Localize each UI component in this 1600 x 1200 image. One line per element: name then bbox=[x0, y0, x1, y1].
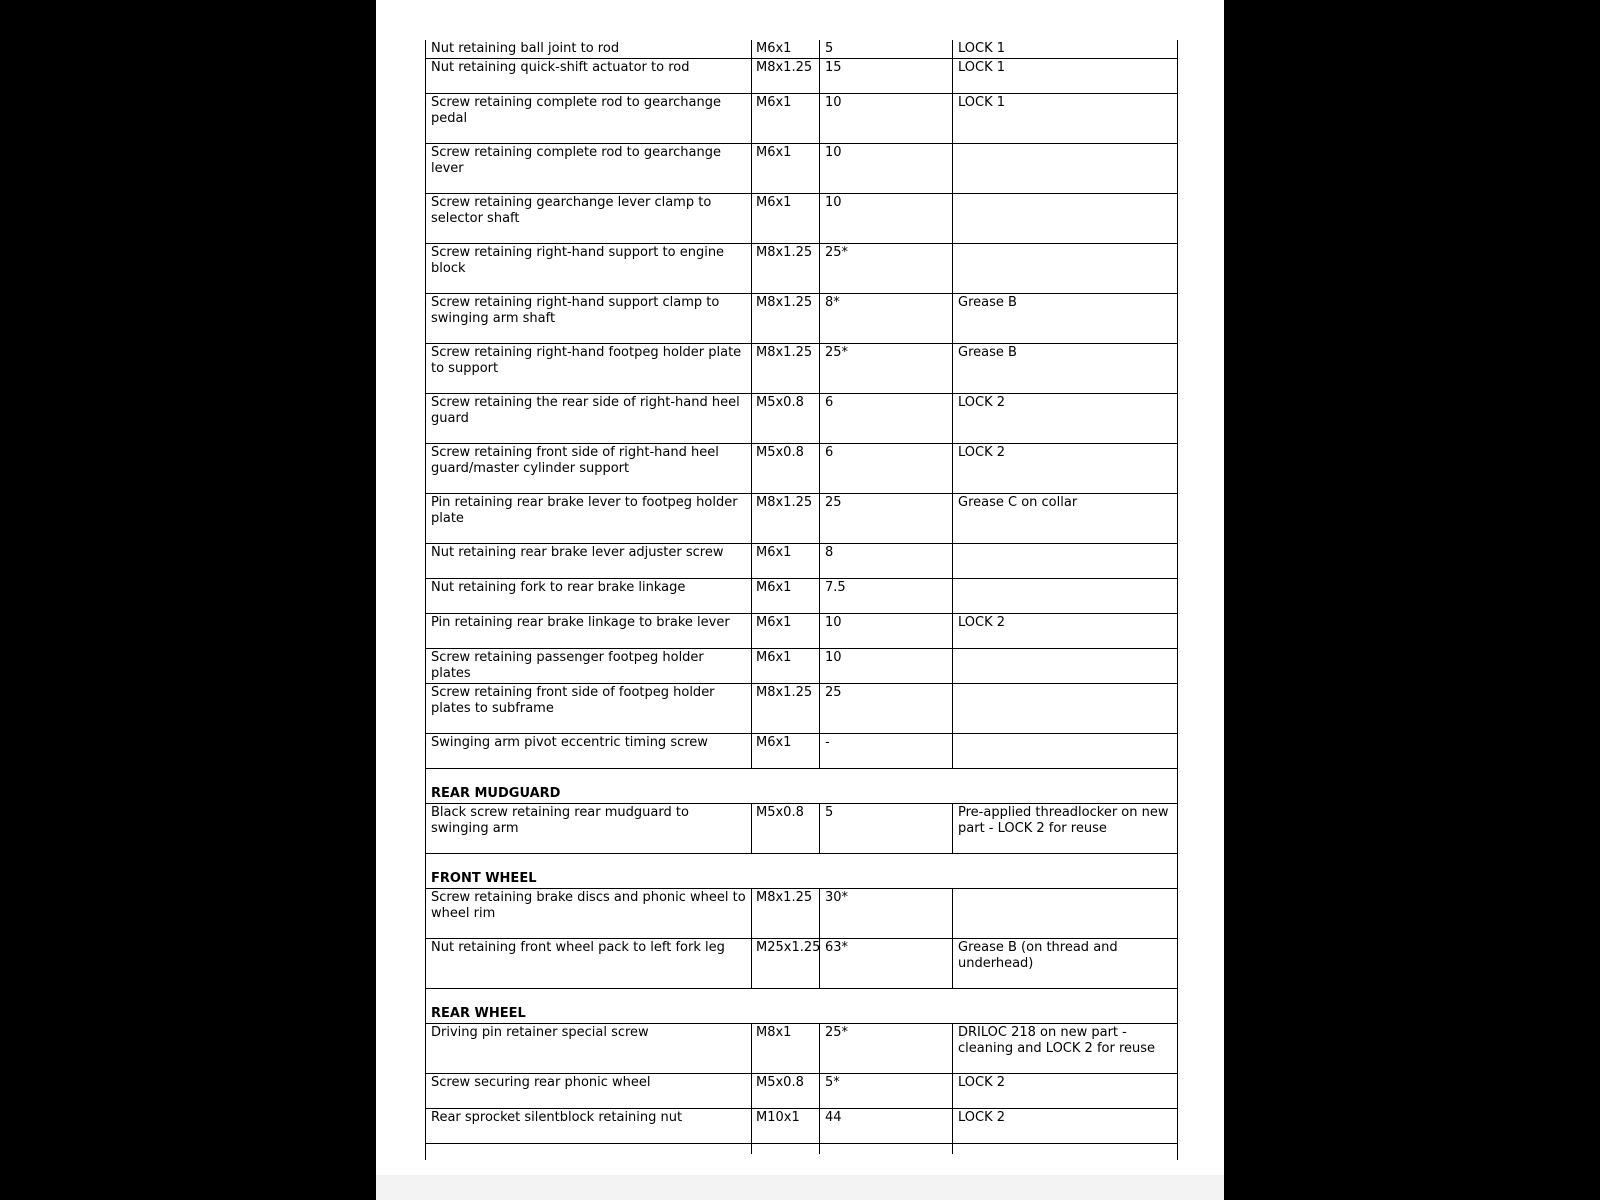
notes-cell bbox=[952, 684, 1177, 733]
notes-cell: LOCK 2 bbox=[952, 1074, 1177, 1108]
notes-cell bbox=[952, 579, 1177, 613]
notes-cell: LOCK 2 bbox=[952, 394, 1177, 443]
table-row bbox=[426, 1109, 1177, 1144]
table-row bbox=[426, 94, 1177, 144]
description-cell: Screw retaining right-hand support clamp to swinging arm shaft bbox=[431, 295, 720, 326]
notes-cell: LOCK 2 bbox=[952, 444, 1177, 493]
notes-cell bbox=[952, 144, 1177, 193]
thread-cell: M6x1 bbox=[751, 579, 819, 613]
description-cell: Screw retaining gearchange lever clamp to selector shaft bbox=[431, 195, 712, 226]
table-row bbox=[426, 649, 1177, 684]
notes-cell: LOCK 2 bbox=[952, 614, 1177, 648]
continuation-cell bbox=[426, 1144, 751, 1154]
description-cell: Nut retaining rear brake lever adjuster screw bbox=[431, 545, 724, 560]
table-row bbox=[426, 194, 1177, 244]
table-row bbox=[426, 344, 1177, 394]
description-cell: Nut retaining front wheel pack to left fork leg bbox=[431, 940, 725, 955]
description-cell: Screw retaining front side of footpeg holder plates to subframe bbox=[431, 685, 715, 716]
notes-cell bbox=[952, 544, 1177, 578]
table-row bbox=[426, 40, 1177, 59]
description-cell: Black screw retaining rear mudguard to swinging arm bbox=[431, 805, 689, 836]
thread-cell: M8x1.25 bbox=[751, 494, 819, 543]
section-title: FRONT WHEEL bbox=[431, 871, 537, 886]
table-row bbox=[426, 1024, 1177, 1074]
thread-cell: M8x1.25 bbox=[751, 244, 819, 293]
torque-cell: 15 bbox=[819, 59, 952, 93]
table-row bbox=[426, 734, 1177, 769]
torque-cell: 5 bbox=[819, 40, 952, 58]
table-row bbox=[426, 244, 1177, 294]
notes-cell: LOCK 1 bbox=[952, 94, 1177, 143]
section-header-row bbox=[426, 989, 1177, 1024]
notes-cell bbox=[952, 734, 1177, 768]
notes-cell: LOCK 1 bbox=[952, 40, 1177, 58]
thread-cell: M6x1 bbox=[751, 614, 819, 648]
description-cell: Nut retaining fork to rear brake linkage bbox=[431, 580, 686, 595]
torque-cell: 30* bbox=[819, 889, 952, 938]
description-cell: Rear sprocket silentblock retaining nut bbox=[431, 1110, 683, 1125]
thread-cell: M8x1.25 bbox=[751, 59, 819, 93]
thread-cell: M6x1 bbox=[751, 40, 819, 58]
notes-cell: Pre-applied threadlocker on new part - LOCK 2 for reuse bbox=[952, 804, 1177, 853]
thread-cell: M25x1.25 bbox=[751, 939, 819, 988]
section-title: REAR MUDGUARD bbox=[431, 786, 561, 801]
description-cell: Screw retaining right-hand support to engine block bbox=[431, 245, 725, 276]
torque-cell: 44 bbox=[819, 1109, 952, 1143]
description-cell: Screw retaining right-hand footpeg holder plate to support bbox=[431, 345, 742, 376]
description-cell: Screw retaining complete rod to gearchange pedal bbox=[431, 95, 721, 126]
table-row bbox=[426, 444, 1177, 494]
torque-cell: 10 bbox=[819, 144, 952, 193]
document-page bbox=[376, 0, 1224, 1200]
section-header-row bbox=[426, 854, 1177, 889]
torque-cell: 8 bbox=[819, 544, 952, 578]
torque-cell: 8* bbox=[819, 294, 952, 343]
notes-cell: LOCK 1 bbox=[952, 59, 1177, 93]
thread-cell: M8x1 bbox=[751, 1024, 819, 1073]
notes-cell bbox=[952, 244, 1177, 293]
torque-table bbox=[425, 40, 1178, 1160]
thread-cell: M6x1 bbox=[751, 544, 819, 578]
torque-cell: 10 bbox=[819, 194, 952, 243]
torque-cell: 10 bbox=[819, 94, 952, 143]
thread-cell: M5x0.8 bbox=[751, 394, 819, 443]
thread-cell: M6x1 bbox=[751, 649, 819, 683]
table-row bbox=[426, 494, 1177, 544]
section-header-row bbox=[426, 769, 1177, 804]
torque-cell: 25 bbox=[819, 684, 952, 733]
table-row bbox=[426, 394, 1177, 444]
notes-cell bbox=[952, 889, 1177, 938]
thread-cell: M5x0.8 bbox=[751, 1074, 819, 1108]
description-cell: Screw retaining passenger footpeg holder plates bbox=[431, 650, 704, 681]
description-cell: Nut retaining ball joint to rod bbox=[431, 41, 620, 56]
table-row bbox=[426, 294, 1177, 344]
thread-cell: M8x1.25 bbox=[751, 344, 819, 393]
table-row bbox=[426, 59, 1177, 94]
continuation-cell bbox=[819, 1144, 952, 1154]
description-cell: Driving pin retainer special screw bbox=[431, 1025, 649, 1040]
description-cell: Screw retaining front side of right-hand heel guard/master cylinder support bbox=[431, 445, 719, 476]
description-cell: Screw securing rear phonic wheel bbox=[431, 1075, 651, 1090]
table-row bbox=[426, 544, 1177, 579]
torque-cell: 25* bbox=[819, 244, 952, 293]
notes-cell: DRILOC 218 on new part - cleaning and LOCK 2 for reuse bbox=[952, 1024, 1177, 1073]
torque-cell: 7.5 bbox=[819, 579, 952, 613]
torque-cell: 6 bbox=[819, 444, 952, 493]
table-row bbox=[426, 1074, 1177, 1109]
continuation-cell bbox=[952, 1144, 1177, 1154]
torque-cell: 25* bbox=[819, 1024, 952, 1073]
description-cell: Nut retaining quick-shift actuator to rod bbox=[431, 60, 690, 75]
thread-cell: M5x0.8 bbox=[751, 444, 819, 493]
torque-cell: 5* bbox=[819, 1074, 952, 1108]
torque-cell: 5 bbox=[819, 804, 952, 853]
table-row bbox=[426, 614, 1177, 649]
torque-cell: 25* bbox=[819, 344, 952, 393]
table-row bbox=[426, 684, 1177, 734]
thread-cell: M6x1 bbox=[751, 194, 819, 243]
torque-cell: - bbox=[819, 734, 952, 768]
torque-cell: 6 bbox=[819, 394, 952, 443]
table-row bbox=[426, 144, 1177, 194]
table-row bbox=[426, 579, 1177, 614]
page-bottom-strip bbox=[376, 1175, 1224, 1200]
notes-cell bbox=[952, 649, 1177, 683]
table-row bbox=[426, 804, 1177, 854]
description-cell: Screw retaining the rear side of right-hand heel guard bbox=[431, 395, 740, 426]
thread-cell: M6x1 bbox=[751, 94, 819, 143]
description-cell: Pin retaining rear brake linkage to brake lever bbox=[431, 615, 730, 630]
thread-cell: M8x1.25 bbox=[751, 684, 819, 733]
section-title: REAR WHEEL bbox=[431, 1006, 526, 1021]
thread-cell: M10x1 bbox=[751, 1109, 819, 1143]
notes-cell: Grease B (on thread and underhead) bbox=[952, 939, 1177, 988]
table-row bbox=[426, 939, 1177, 989]
thread-cell: M5x0.8 bbox=[751, 804, 819, 853]
torque-cell: 25 bbox=[819, 494, 952, 543]
thread-cell: M6x1 bbox=[751, 734, 819, 768]
continuation-cell bbox=[751, 1144, 819, 1154]
notes-cell bbox=[952, 194, 1177, 243]
torque-cell: 10 bbox=[819, 614, 952, 648]
notes-cell: Grease B bbox=[952, 344, 1177, 393]
notes-cell: Grease B bbox=[952, 294, 1177, 343]
notes-cell: Grease C on collar bbox=[952, 494, 1177, 543]
description-cell: Pin retaining rear brake lever to footpeg holder plate bbox=[431, 495, 738, 526]
description-cell: Screw retaining complete rod to gearchange lever bbox=[431, 145, 721, 176]
thread-cell: M8x1.25 bbox=[751, 889, 819, 938]
table-row-continuation bbox=[426, 1144, 1177, 1154]
torque-cell: 10 bbox=[819, 649, 952, 683]
notes-cell: LOCK 2 bbox=[952, 1109, 1177, 1143]
description-cell: Swinging arm pivot eccentric timing screw bbox=[431, 735, 708, 750]
thread-cell: M6x1 bbox=[751, 144, 819, 193]
description-cell: Screw retaining brake discs and phonic wheel to wheel rim bbox=[431, 890, 746, 921]
thread-cell: M8x1.25 bbox=[751, 294, 819, 343]
table-row bbox=[426, 889, 1177, 939]
torque-cell: 63* bbox=[819, 939, 952, 988]
